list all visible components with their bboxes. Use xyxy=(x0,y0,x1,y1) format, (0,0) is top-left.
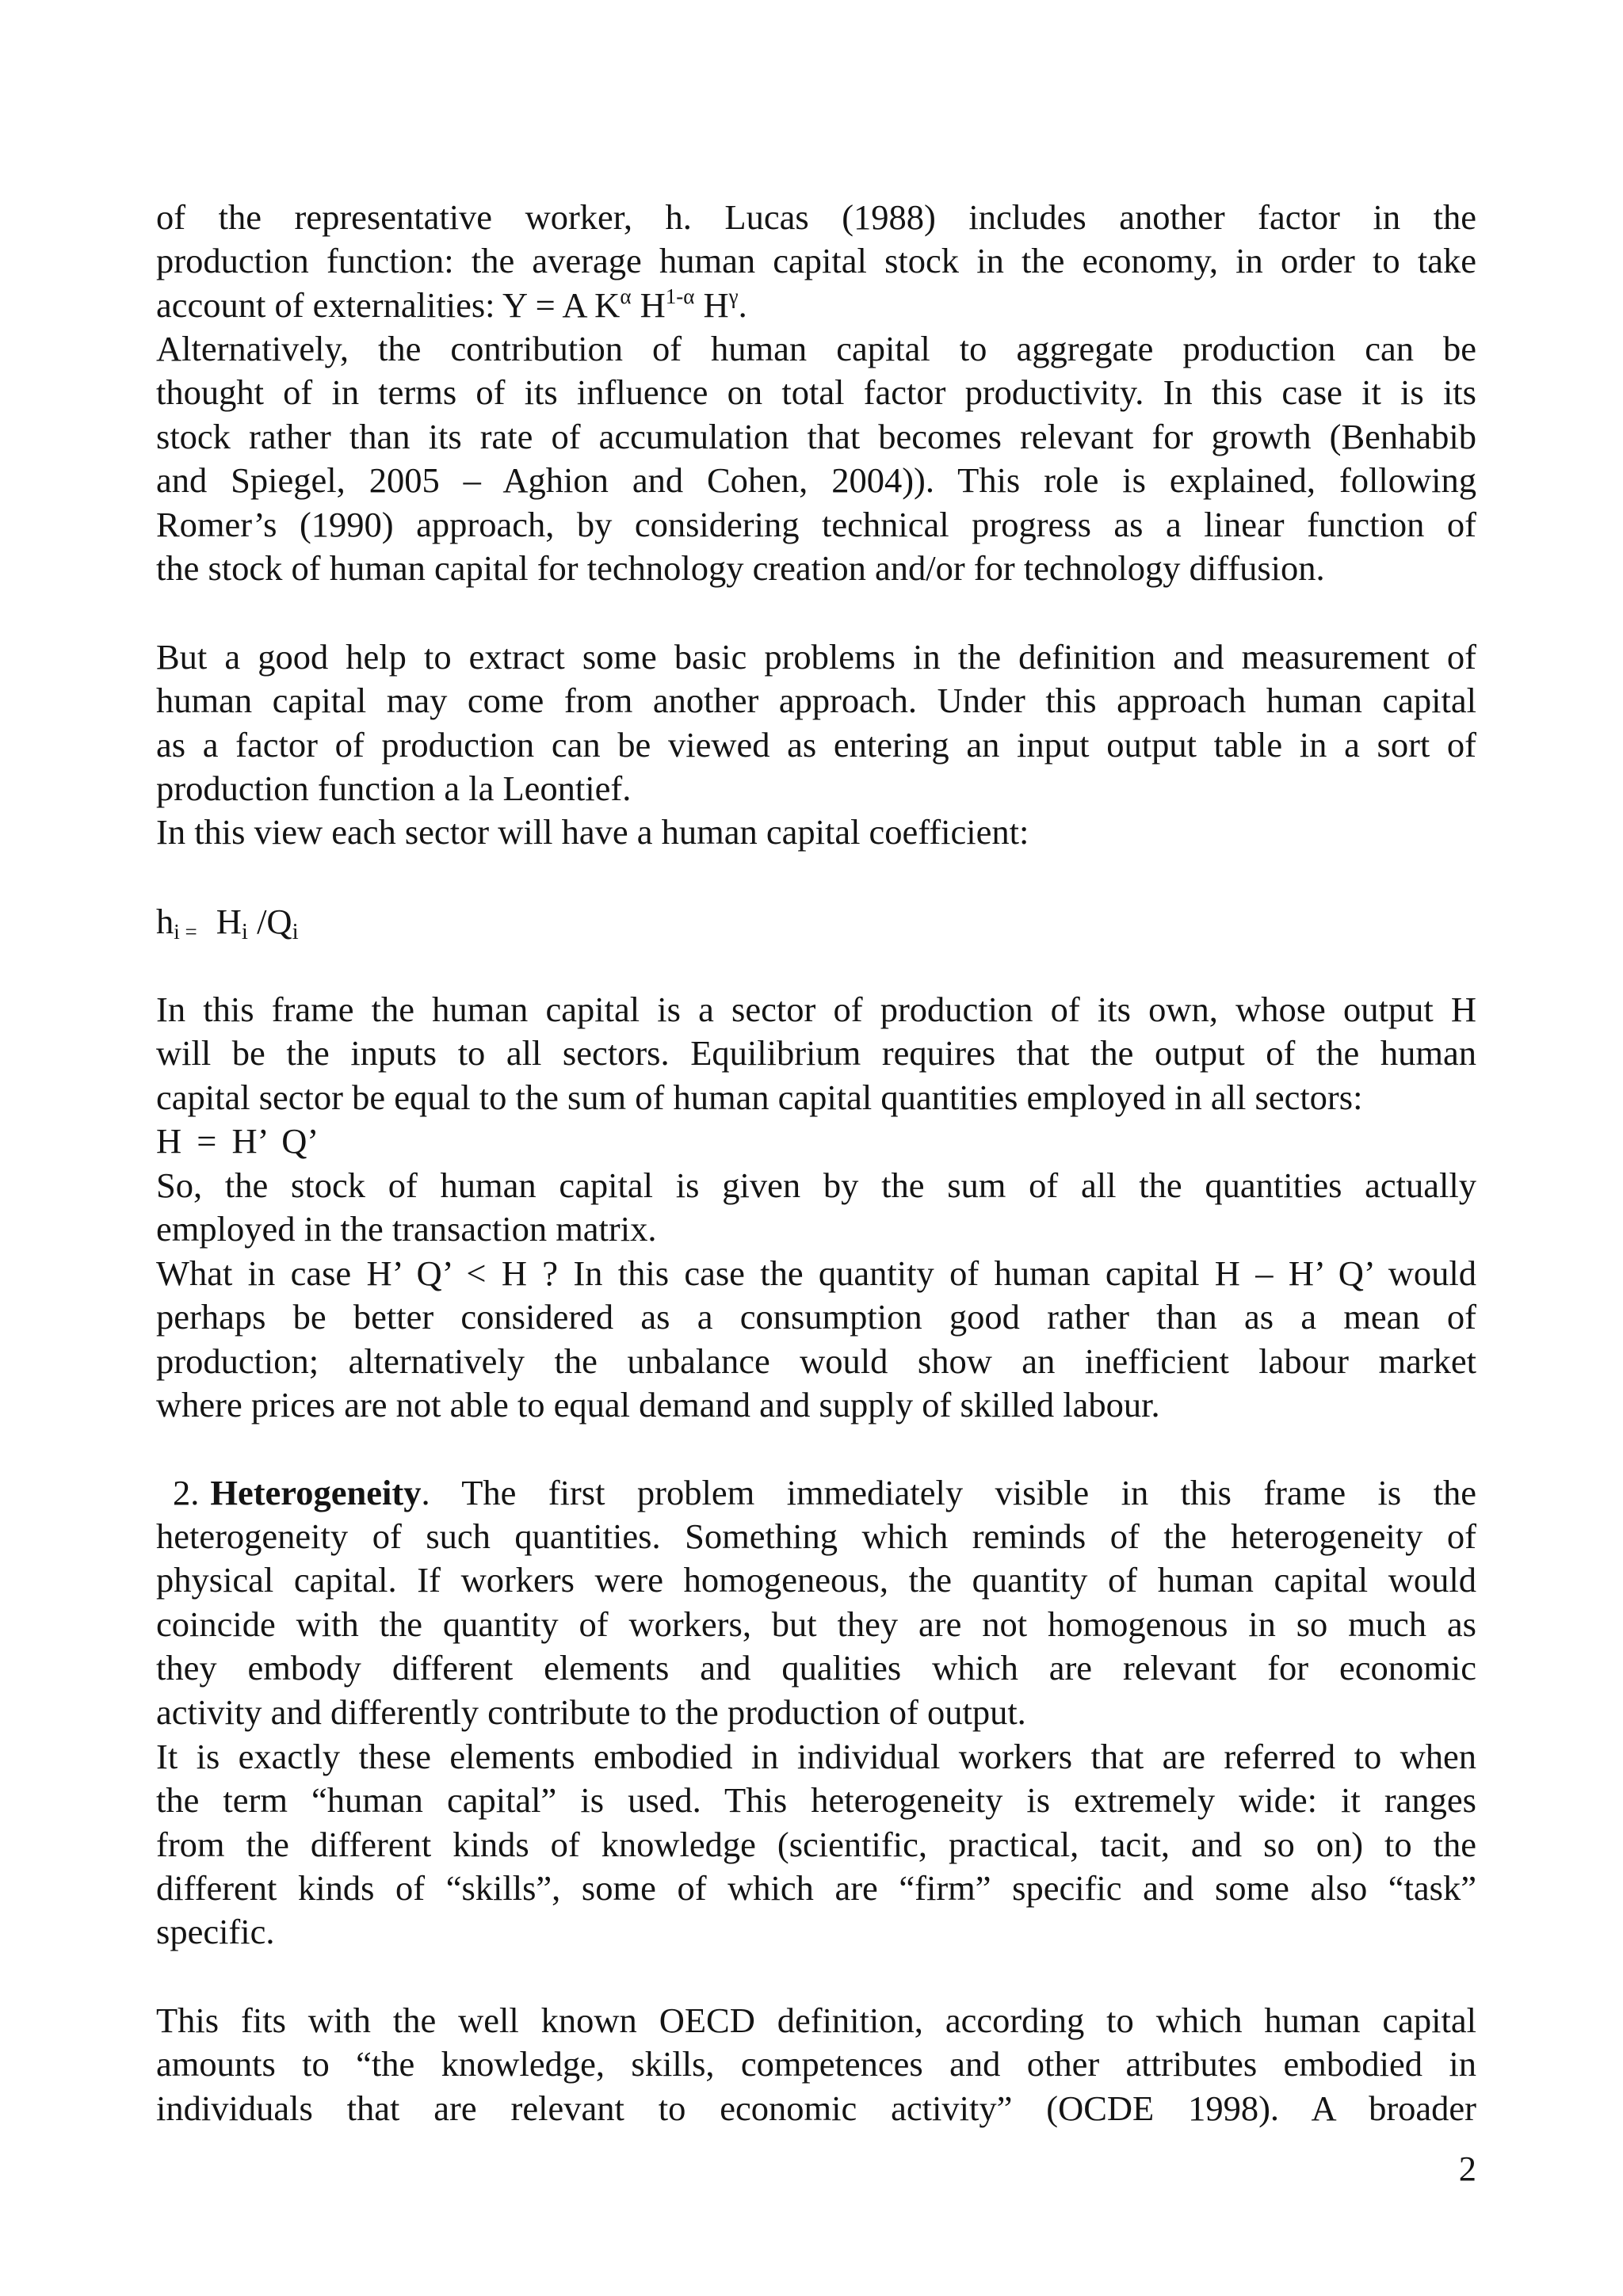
text-line: will be the inputs to all sectors. Equilibrium requires that the output of the human xyxy=(156,1033,1476,1074)
heterogeneity-paragraph-end xyxy=(156,1691,1476,1734)
equilibrium-paragraph-end xyxy=(156,1076,1476,1164)
text-line: But a good help to extract some basic problems in the definition and measurement of xyxy=(156,637,1476,677)
heterogeneity-first-line xyxy=(173,1471,1476,1515)
case-paragraph xyxy=(156,1252,1476,1383)
oecd-paragraph xyxy=(156,1999,1476,2130)
text-line: coincide with the quantity of workers, but they are not homogenous in so much as xyxy=(156,1604,1476,1644)
page-number: 2 xyxy=(1458,2149,1476,2188)
text-line: employed in the transaction matrix. xyxy=(156,1209,657,1249)
text-line: of the representative worker, h. Lucas (1988) includes another factor in the xyxy=(156,197,1476,237)
text-fragment: . The first problem immediately visible in this frame is the xyxy=(421,1473,1476,1512)
text-line: and Spiegel, 2005 – Aghion and Cohen, 2004)). This role is explained, following xyxy=(156,460,1476,501)
text-line: Alternatively, the contribution of human capital to aggregate production can be xyxy=(156,329,1476,368)
text-line: specific. xyxy=(156,1912,275,1951)
text-fragment: account of externalities: Y = A K xyxy=(156,285,621,325)
heterogeneity-paragraph-2 xyxy=(156,1735,1476,1911)
text-line: capital sector be equal to the sum of human capital quantities employed in all sectors: xyxy=(156,1077,1363,1117)
text-line: where prices are not able to equal demand and supply of skilled labour. xyxy=(156,1385,1160,1425)
tfp-paragraph-end xyxy=(156,547,1476,590)
equation-lhs: h xyxy=(156,902,174,941)
text-line: heterogeneity of such quantities. Something which reminds of the heterogeneity of xyxy=(156,1516,1476,1556)
text-line: from the different kinds of knowledge (scientific, practical, tacit, and so on) to the xyxy=(156,1824,1476,1864)
text-line: they embody different elements and qualities which are relevant for economic xyxy=(156,1648,1476,1688)
equation-rhs-h: H xyxy=(216,902,242,941)
section-number: 2. xyxy=(173,1473,200,1512)
text-line: stock rather than its rate of accumulation that becomes relevant for growth (Benhabib xyxy=(156,416,1476,456)
heterogeneity-paragraph xyxy=(156,1515,1476,1691)
exponent-one-minus-alpha: 1-α xyxy=(665,284,695,308)
text-line: production; alternatively the unbalance would show an inefficient labour market xyxy=(156,1341,1476,1381)
text-line: the stock of human capital for technology creation and/or for technology diffusion. xyxy=(156,548,1325,588)
text-line: amounts to “the knowledge, skills, competences and other attributes embodied in xyxy=(156,2044,1476,2084)
stock-paragraph-end xyxy=(156,1207,1476,1251)
equation-rhs-q-subscript: i xyxy=(292,919,299,944)
text-line: different kinds of “skills”, some of which are “firm” specific and some also “task” xyxy=(156,1868,1476,1909)
exponent-alpha: α xyxy=(620,284,632,308)
coefficient-equation xyxy=(156,900,1476,944)
text-line: production function: the average human capital stock in the economy, in order to take xyxy=(156,241,1476,281)
lucas-equation-line xyxy=(156,284,1476,327)
tfp-paragraph xyxy=(156,327,1476,547)
text-line: perhaps be better considered as a consumption good rather than as a mean of xyxy=(156,1297,1476,1337)
text-line: In this view each sector will have a human capital coefficient: xyxy=(156,812,1029,852)
text-line: as a factor of production can be viewed as entering an input output table in a sort of xyxy=(156,724,1476,765)
equation-lhs-subscript: i = xyxy=(174,920,197,944)
text-fragment: . xyxy=(738,285,747,325)
case-paragraph-end xyxy=(156,1383,1476,1427)
text-line: What in case H’ Q’ < H ? In this case the quantity of human capital H – H’ Q’ would xyxy=(156,1253,1476,1293)
exponent-gamma: γ xyxy=(728,284,739,308)
text-line: human capital may come from another approach. Under this approach human capital xyxy=(156,681,1476,721)
text-line: It is exactly these elements embodied in individual workers that are referred to when xyxy=(156,1737,1476,1776)
equation-rhs-q: /Q xyxy=(247,902,292,941)
text-line: production function a la Leontief. xyxy=(156,769,632,808)
text-line: thought of in terms of its influence on total factor productivity. In this case it is its xyxy=(156,372,1476,413)
text-line: Romer’s (1990) approach, by considering technical progress as a linear function of xyxy=(156,504,1476,544)
text-fragment: H xyxy=(631,285,666,325)
text-line: activity and differently contribute to the production of output. xyxy=(156,1692,1026,1732)
text-line: the term “human capital” is used. This heterogeneity is extremely wide: it ranges xyxy=(156,1780,1476,1821)
equation-rhs-h-subscript: i xyxy=(241,919,248,944)
section-heading: Heterogeneity xyxy=(210,1473,422,1512)
text-line: This fits with the well known OECD definition, according to which human capital xyxy=(156,2000,1476,2040)
leontief-paragraph xyxy=(156,635,1476,767)
text-fragment: H xyxy=(694,285,729,325)
text-line: So, the stock of human capital is given by the sum of all the quantities actually xyxy=(156,1165,1476,1205)
text-line: In this frame the human capital is a sector of production of its own, whose output H xyxy=(156,990,1476,1029)
lucas-paragraph xyxy=(156,196,1476,284)
leontief-paragraph-end xyxy=(156,767,1476,855)
text-line: physical capital. If workers were homogeneous, the quantity of human capital would xyxy=(156,1560,1476,1600)
heterogeneity-paragraph-2-end xyxy=(156,1910,1476,1954)
equilibrium-paragraph xyxy=(156,988,1476,1076)
text-line: individuals that are relevant to economic activity” (OCDE 1998). A broader xyxy=(156,2088,1476,2128)
stock-paragraph xyxy=(156,1164,1476,1207)
equilibrium-equation: H = H’ Q’ xyxy=(156,1121,319,1161)
